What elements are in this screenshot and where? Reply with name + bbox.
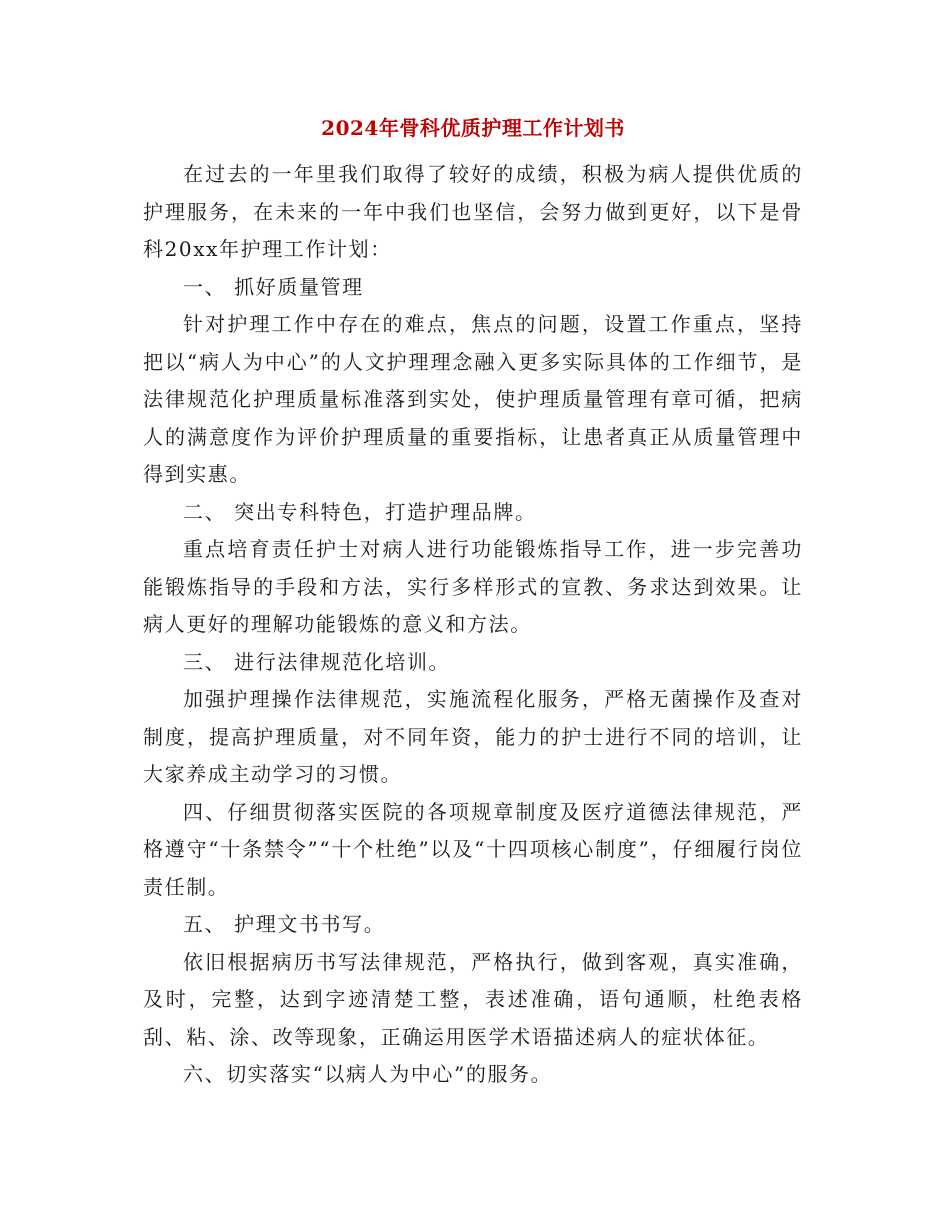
- section-body-5: 依旧根据病历书写法律规范，严格执行，做到客观，真实准确，及时，完整，达到字迹清楚工整，表述准确，语句通顺，杜绝表格刮、粘、涂、改等现象，正确运用医学术语描述病人的症状体征。: [143, 949, 803, 1049]
- document-title: 2024年骨科优质护理工作计划书: [321, 116, 625, 140]
- section-body-1: 针对护理工作中存在的难点，焦点的问题，设置工作重点，坚持把以“病人为中心”的人文护理理念融入更多实际具体的工作细节，是法律规范化护理质量标准落到实处，使护理质量管理有章可循，把病人的满意度作为评价护理质量的重要指标，让患者真正从质量管理中得到实惠。: [143, 312, 803, 486]
- intro-paragraph: 在过去的一年里我们取得了较好的成绩，积极为病人提供优质的护理服务，在未来的一年中我们也坚信，会努力做到更好，以下是骨科20xx年护理工作计划：: [143, 162, 803, 261]
- section-heading-2: 二、 突出专科特色，打造护理品牌。: [183, 499, 537, 524]
- section-body-2: 重点培育责任护士对病人进行功能锻炼指导工作，进一步完善功能锻炼指导的手段和方法，实行多样形式的宣教、务求达到效果。让病人更好的理解功能锻炼的意义和方法。: [143, 537, 803, 636]
- document-page: [143, 112, 803, 1094]
- section-4: 四、仔细贯彻落实医院的各项规章制度及医疗道德法律规范，严格遵守“十条禁令”“十个杜绝”以及“十四项核心制度”，仔细履行岗位责任制。: [143, 799, 803, 899]
- section-heading-6: 六、切实落实“以病人为中心”的服务。: [183, 1062, 553, 1086]
- section-heading-3: 三、 进行法律规范化培训。: [183, 649, 451, 674]
- section-body-3: 加强护理操作法律规范，实施流程化服务，严格无菌操作及查对制度，提高护理质量，对不同年资，能力的护士进行不同的培训，让大家养成主动学习的习惯。: [143, 687, 803, 786]
- section-heading-1: 一、 抓好质量管理: [183, 274, 364, 299]
- section-heading-5: 五、 护理文书书写。: [183, 912, 386, 936]
